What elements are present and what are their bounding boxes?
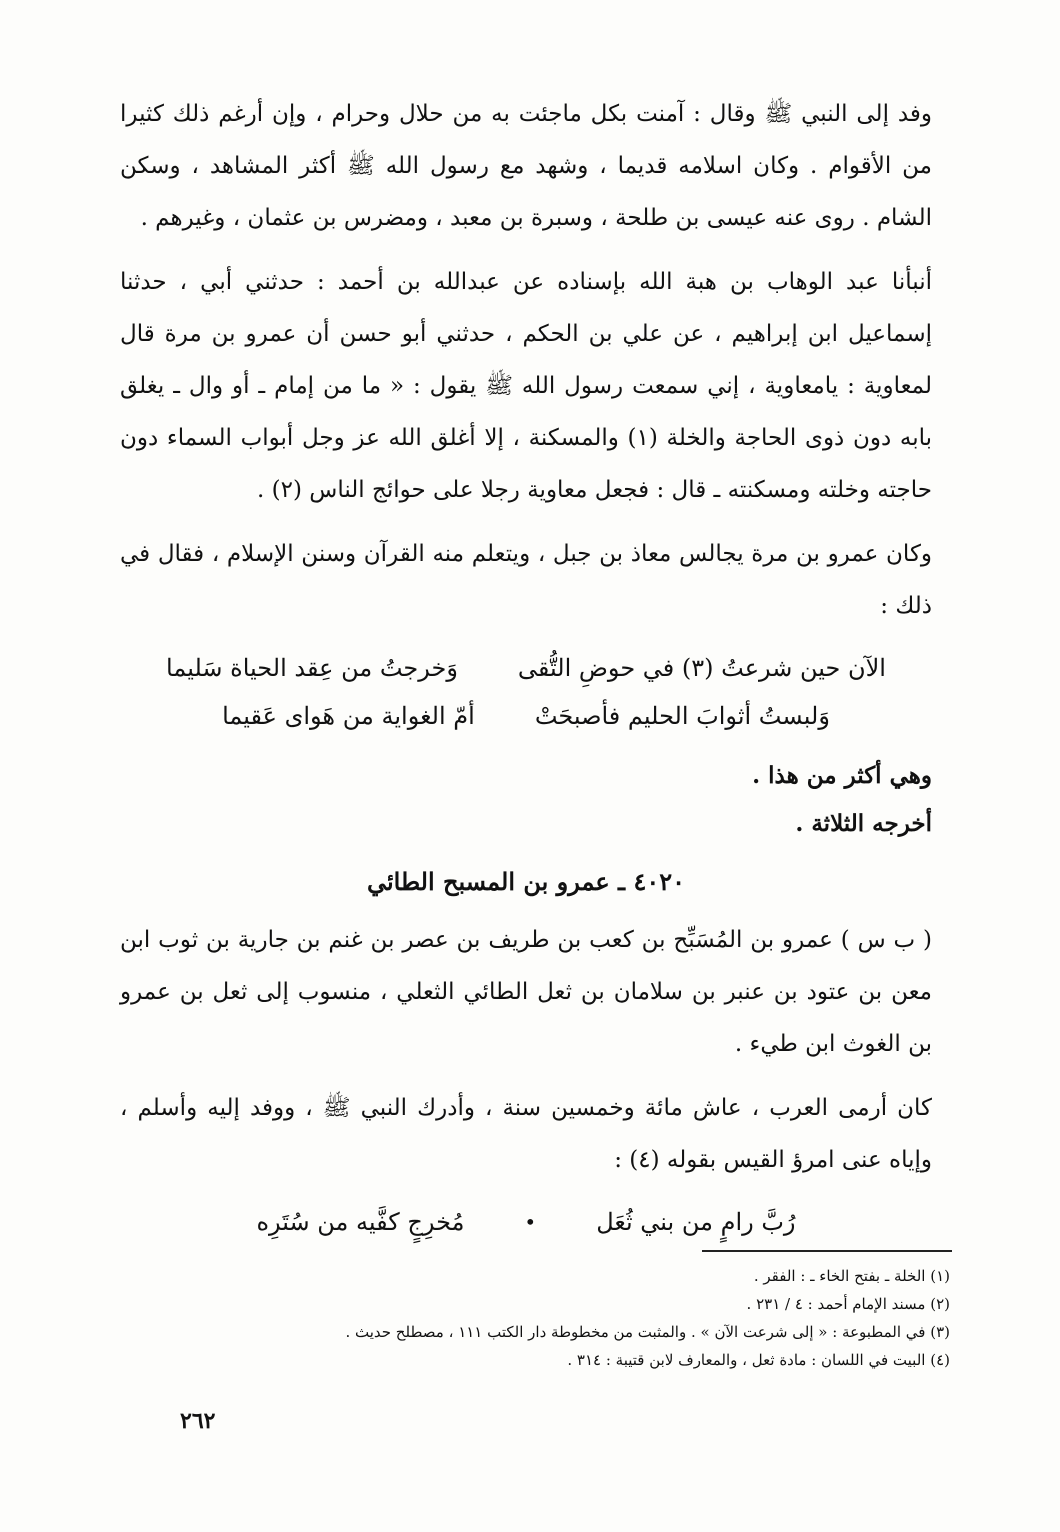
poem-line [120,692,932,740]
source-note: أخرجه الثلاثة . [795,810,932,837]
after-poem-note: وهي أكثر من هذا . [752,762,932,789]
poem-line [120,644,932,692]
poem-hemistich-left: أمّ الغواية من هَواى عَقيما [222,702,475,730]
footnote-divider [702,1250,952,1252]
footnote: (١) الخلة ـ بفتح الخاء ـ : الفقر . [753,1267,950,1285]
poem-hemistich-right: رُبَّ رامٍ من بني ثُعَل [596,1208,796,1236]
narrative-paragraph: وكان عمرو بن مرة يجالس معاذ بن جبل ، ويتعلم منه القرآن وسنن الإسلام ، فقال في ذلك : [120,541,932,619]
footnote: (٤) البيت في اللسان : مادة ثعل ، والمعارف لابن قتيبة : ٣١٤ . [567,1351,950,1369]
poem-hemistich-left: مُخرِجٍ كفَّيه من سُتَرِه [256,1208,465,1236]
poem-hemistich-right: الآن حين شرعتُ (٣) في حوضِ التُّقى [517,654,886,682]
entry-heading: ٤٠٢٠ ـ عمرو بن المسبح الطائي [366,867,685,896]
biography-paragraph-2: كان أرمى العرب ، عاش مائة وخمسين سنة ، وأدرك النبي ﷺ ، ووفد إليه وأسلم ، وإياه عنى امرؤ القيس بقوله (٤) : [120,1095,932,1173]
poem-hemistich-right: وَلبستُ أثوابَ الحليم فأصبحَتْ [534,702,830,730]
main-text-block [120,88,932,1258]
footnote: (٢) مسند الإمام أحمد : ٤ / ٢٣١ . [746,1295,950,1313]
biography-paragraph: وفد إلى النبي ﷺ وقال : آمنت بكل ماجئت به من حلال وحرام ، وإن أرغم ذلك كثيرا من الأقوام . وكان اسلامه قديما ، وشهد مع رسول الله ﷺ أكثر المشاهد ، وسكن الشام . روى عنه عيسى بن طلحة ، وسبرة بن معبد ، ومضرس بن عثمان ، وغيرهم . [120,101,932,231]
hadith-paragraph: أنبأنا عبد الوهاب بن هبة الله بإسناده عن عبدالله بن أحمد : حدثني أبي ، حدثنا إسماعيل ابن إبراهيم ، عن علي بن الحكم ، حدثني أبو حسن أن عمرو بن مرة قال لمعاوية : يامعاوية ، إني سمعت رسول الله ﷺ يقول : « ما من إمام ـ أو وال ـ يغلق بابه دون ذوى الحاجة والخلة (١) والمسكنة ، إلا أغلق الله عز وجل أبواب السماء دون حاجته وخلته ومسكنته ـ قال : فجعل معاوية رجلا على حوائج الناس (٢) . [120,269,933,503]
poem-line [120,1198,932,1246]
verse-separator: • [524,1210,537,1234]
poem-verse-2 [120,1198,932,1246]
poem-hemistich-left: وَخرجتُ من عِقد الحياة سَليما [166,654,458,682]
page-number: ٢٦٢ [180,1408,216,1434]
poem-verses [120,644,932,740]
lineage-paragraph: ( ب س ) عمرو بن المُسَبِّح بن كعب بن طريف بن عصر بن غنم بن جارية بن ثوب ابن معن بن عتود بن عنبر بن سلامان بن ثعل الطائي الثعلي ، منسوب إلى ثعل بن عمرو بن الغوث ابن طيء . [120,927,932,1057]
footnotes [300,1262,950,1374]
footnote: (٣) في المطبوعة : « إلى شرعت الآن » . والمثبت من مخطوطة دار الكتب ١١١ ، مصطلح حديث . [345,1323,950,1341]
